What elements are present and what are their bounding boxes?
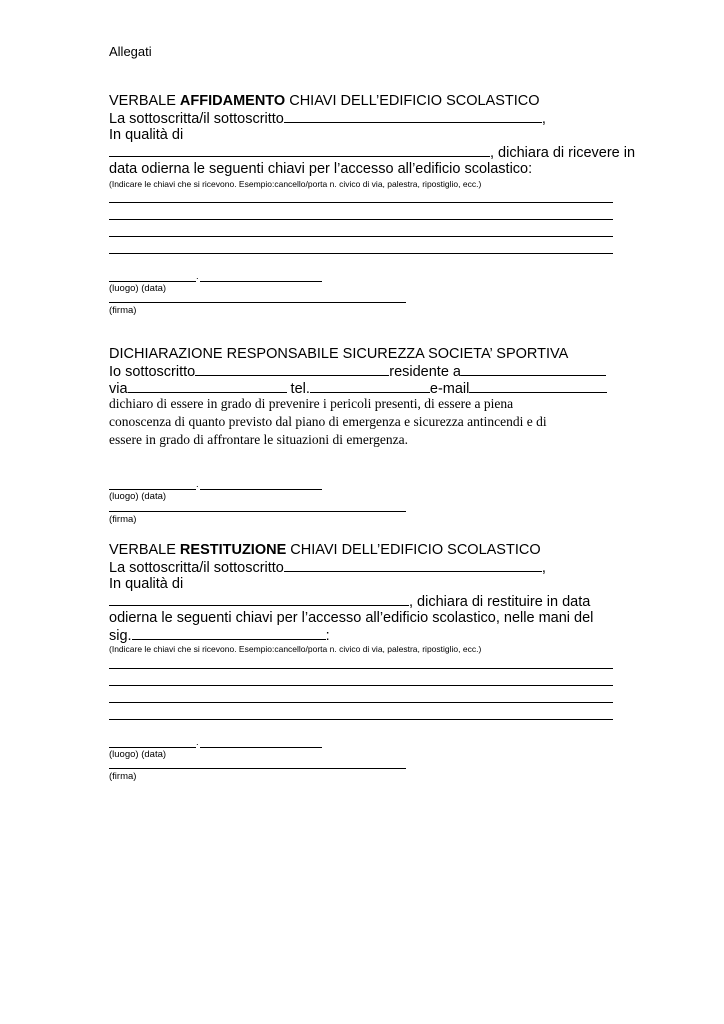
section1-role-field[interactable] xyxy=(109,144,490,157)
section2-signature-label: (firma) xyxy=(109,514,137,525)
section2-place-date-label: (luogo) (data) xyxy=(109,491,167,502)
section1-signature-field[interactable] xyxy=(109,302,406,303)
section3-comma: , xyxy=(541,560,546,576)
section3-date-field[interactable] xyxy=(200,747,322,748)
section1-undersigned-line xyxy=(109,110,546,128)
section3-title-pre: VERBALE xyxy=(109,542,180,558)
section3-keys-line-1[interactable] xyxy=(109,668,613,669)
section3-hint: (Indicare le chiavi che si ricevono. Esempio:cancello/porta n. civico di via, palestra, ripostiglio, ecc.) xyxy=(109,644,482,654)
section3-signature-label: (firma) xyxy=(109,771,137,782)
section2-resident-label: residente a xyxy=(389,364,461,380)
section3-title-post: CHIAVI DELL’EDIFICIO SCOLASTICO xyxy=(286,542,541,558)
section2-tel-label: tel. xyxy=(290,381,310,397)
section2-via-label: via xyxy=(109,381,128,397)
section1-undersigned-label: La sottoscritta/il sottoscritto xyxy=(109,111,284,127)
section3-undersigned-field[interactable] xyxy=(284,559,542,572)
section3-recipient-line xyxy=(109,627,330,645)
section1-title-post: CHIAVI DELL’EDIFICIO SCOLASTICO xyxy=(285,93,540,109)
section3-recipient-label: sig. xyxy=(109,628,132,644)
section1-date-field[interactable] xyxy=(200,281,322,282)
section3-place-field[interactable] xyxy=(109,747,196,748)
section3-return-text: , dichiara di restituire in data xyxy=(409,594,591,610)
section1-title xyxy=(109,93,540,110)
section1-role-label: In qualità di xyxy=(109,127,184,143)
section2-via-field[interactable] xyxy=(128,380,287,393)
section2-email-field[interactable] xyxy=(469,380,607,393)
section2-tel-field[interactable] xyxy=(310,380,430,393)
section3-recipient-field[interactable] xyxy=(132,627,326,640)
section2-resident-field[interactable] xyxy=(461,363,606,376)
section2-email-label: e-mail xyxy=(429,381,470,397)
section1-place-dot: . xyxy=(196,271,199,282)
section2-signature-field[interactable] xyxy=(109,511,406,512)
section1-place-date-label: (luogo) (data) xyxy=(109,283,167,294)
section3-title xyxy=(109,542,541,559)
section3-keys-line-2[interactable] xyxy=(109,685,613,686)
section3-colon: : xyxy=(325,628,330,644)
section1-place-field[interactable] xyxy=(109,281,196,282)
section1-keys-line-3[interactable] xyxy=(109,236,613,237)
section1-receive-text: , dichiara di ricevere in xyxy=(490,145,636,161)
section3-role-field[interactable] xyxy=(109,593,409,606)
section3-keys-line-3[interactable] xyxy=(109,702,613,703)
section1-keys-line-2[interactable] xyxy=(109,219,613,220)
page-header: Allegati xyxy=(109,44,152,59)
section1-keys-line-4[interactable] xyxy=(109,253,613,254)
section3-place-dot: . xyxy=(196,737,199,748)
section3-undersigned-line xyxy=(109,559,546,577)
section2-title: DICHIARAZIONE RESPONSABILE SICUREZZA SOCIETA’ SPORTIVA xyxy=(109,346,569,362)
section1-title-pre: VERBALE xyxy=(109,93,180,109)
section2-undersigned-field[interactable] xyxy=(195,363,389,376)
section1-keys-line-1[interactable] xyxy=(109,202,613,203)
section2-body-1: dichiaro di essere in grado di prevenire i pericoli presenti, di essere a piena xyxy=(109,396,514,411)
section2-place-field[interactable] xyxy=(109,489,196,490)
section1-title-bold: AFFIDAMENTO xyxy=(179,93,286,109)
section2-undersigned-label: Io sottoscritto xyxy=(109,364,196,380)
section1-signature-label: (firma) xyxy=(109,305,137,316)
section2-body-3: essere in grado di affrontare le situazioni di emergenza. xyxy=(109,432,409,447)
section3-signature-field[interactable] xyxy=(109,768,406,769)
section2-body-2: conoscenza di quanto previsto dal piano di emergenza e sicurezza antincendi e di xyxy=(109,414,547,429)
section1-role-line xyxy=(109,144,635,162)
section3-undersigned-label: La sottoscritta/il sottoscritto xyxy=(109,560,284,576)
section3-body: odierna le seguenti chiavi per l’accesso all’edificio scolastico, nelle mani del xyxy=(109,610,594,626)
section3-title-bold: RESTITUZIONE xyxy=(179,542,287,558)
section3-role-label: In qualità di xyxy=(109,576,184,592)
section3-keys-line-4[interactable] xyxy=(109,719,613,720)
section1-hint: (Indicare le chiavi che si ricevono. Esempio:cancello/porta n. civico di via, palestra, ripostiglio, ecc.) xyxy=(109,179,482,189)
section1-comma: , xyxy=(541,111,546,127)
section1-body: data odierna le seguenti chiavi per l’accesso all’edificio scolastico: xyxy=(109,161,533,177)
section3-role-line xyxy=(109,593,590,611)
section2-place-dot: . xyxy=(196,479,199,490)
section2-undersigned-line xyxy=(109,363,606,381)
section2-date-field[interactable] xyxy=(200,489,322,490)
section1-undersigned-field[interactable] xyxy=(284,110,542,123)
section3-place-date-label: (luogo) (data) xyxy=(109,749,167,760)
